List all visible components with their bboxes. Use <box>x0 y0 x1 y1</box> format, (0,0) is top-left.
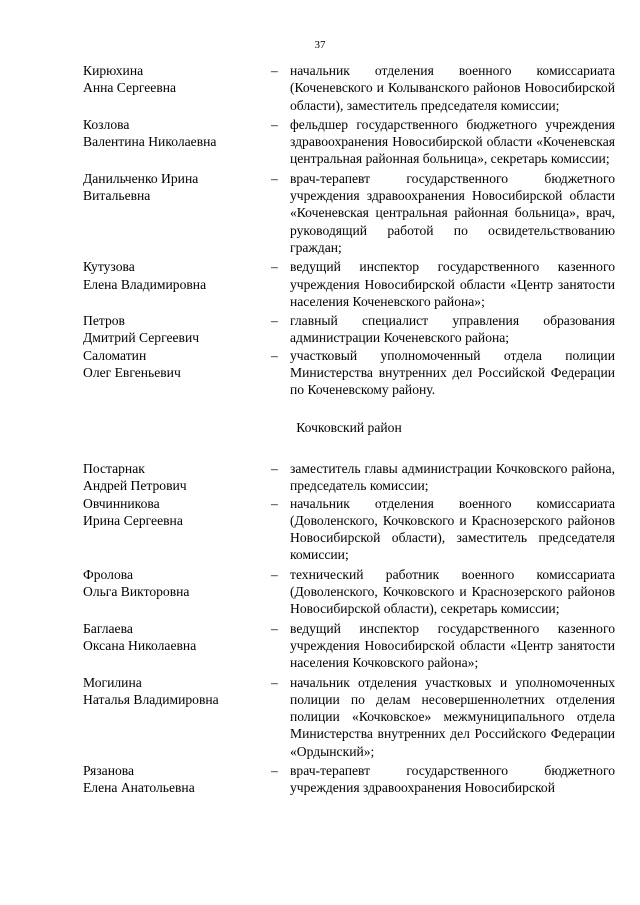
member-role: врач-терапевт государственного бюджетного учреждения здравоохранения Новосибирской <box>290 762 615 796</box>
member-given-names: Дмитрий Сергеевич <box>83 330 200 346</box>
member-role: участковый уполномоченный отдела полиции Министерства внутренних дел Российской Федерации по Коченевскому району. <box>290 347 615 398</box>
dash-separator: – <box>271 259 278 275</box>
member-name <box>83 258 271 293</box>
member-surname: Петров <box>83 313 125 329</box>
member-given-names: Анна Сергеевна <box>83 80 177 96</box>
member-name <box>83 312 271 347</box>
member-role: ведущий инспектор государственного казенного учреждения Новосибирской области «Центр занятости населения Кочковского района»; <box>290 620 615 671</box>
commission-list <box>83 62 615 797</box>
member-surname: Постарнак <box>83 460 145 476</box>
member-given-names: Витальевна <box>83 188 151 204</box>
member-name <box>83 170 271 205</box>
member-given-names: Ирина Сергеевна <box>83 512 183 528</box>
member-given-names: Наталья Владимировна <box>83 691 219 707</box>
dash-separator: – <box>271 495 278 511</box>
member-entry <box>83 312 615 347</box>
member-surname: Могилина <box>83 674 142 690</box>
member-entry <box>83 460 615 495</box>
member-entry <box>83 258 615 310</box>
member-role: главный специалист управления образования администрации Коченевского района; <box>290 313 615 346</box>
member-name <box>83 495 271 530</box>
dash-separator: – <box>271 566 278 582</box>
member-surname: Козлова <box>83 116 130 132</box>
page-number: 37 <box>314 39 326 51</box>
member-given-names: Елена Владимировна <box>83 276 207 292</box>
member-surname: Саломатин <box>83 347 147 363</box>
member-entry <box>83 347 615 399</box>
section-title-district: Кочковский район <box>296 419 402 435</box>
member-role: фельдшер государственного бюджетного учреждения здравоохранения Новосибирской области «Коченевская центральная районная больница», секретарь комиссии; <box>290 116 615 167</box>
dash-separator: – <box>271 620 278 636</box>
member-role: начальник отделения военного комиссариата (Доволенского, Кочковского и Краснозерского районов Новосибирской области), заместитель председателя комиссии; <box>290 495 615 563</box>
member-entry <box>83 170 615 256</box>
member-given-names: Оксана Николаевна <box>83 637 197 653</box>
member-surname: Баглаева <box>83 620 133 636</box>
member-name <box>83 116 271 151</box>
member-name <box>83 674 271 709</box>
dash-separator: – <box>271 762 278 778</box>
member-role: ведущий инспектор государственного казенного учреждения Новосибирской области «Центр занятости населения Коченевского района»; <box>290 259 615 309</box>
member-name <box>83 566 271 601</box>
member-name <box>83 762 271 797</box>
dash-separator: – <box>271 460 278 476</box>
member-surname: Овчинникова <box>83 495 160 511</box>
member-given-names: Ольга Викторовна <box>83 584 190 600</box>
member-entry <box>83 674 615 760</box>
member-entry <box>83 620 615 672</box>
member-role: врач-терапевт государственного бюджетного учреждения здравоохранения Новосибирской области «Коченевская центральная районная больница», врач, руководящий работой по освидетельствованию граждан; <box>290 170 615 255</box>
member-entry <box>83 566 615 618</box>
member-given-names: Андрей Петрович <box>83 478 187 494</box>
member-role: заместитель главы администрации Кочковского района, председатель комиссии; <box>290 460 615 494</box>
dash-separator: – <box>271 313 278 329</box>
member-surname: Фролова <box>83 566 134 582</box>
member-surname: Данильченко Ирина <box>83 170 199 186</box>
member-role: начальник отделения военного комиссариата (Коченевского и Колыванского районов Новосибирской области), заместитель председателя комиссии; <box>290 63 615 113</box>
dash-separator: – <box>271 170 278 186</box>
member-surname: Кирюхина <box>83 63 144 78</box>
member-entry <box>83 116 615 168</box>
member-entry <box>83 62 615 114</box>
member-entry <box>83 495 615 564</box>
member-name <box>83 620 271 655</box>
member-given-names: Елена Анатольевна <box>83 780 195 796</box>
member-entry <box>83 762 615 797</box>
dash-separator: – <box>271 674 278 690</box>
dash-separator: – <box>271 116 278 132</box>
member-name <box>83 62 271 97</box>
member-role: начальник отделения участковых и уполномоченных полиции по делам несовершеннолетних отделения полиции «Кочковское» межмуниципального отдела Министерства внутренних дел Российского Федерации «Ордынский»; <box>290 674 615 759</box>
member-role: технический работник военного комиссариата (Доволенского, Кочковского и Краснозерского районов Новосибирской области), секретарь комиссии; <box>290 566 615 617</box>
member-name <box>83 460 271 495</box>
member-given-names: Олег Евгеньевич <box>83 365 181 381</box>
member-name <box>83 347 271 382</box>
dash-separator: – <box>271 63 278 78</box>
member-given-names: Валентина Николаевна <box>83 134 217 150</box>
member-surname: Кутузова <box>83 259 135 275</box>
member-surname: Рязанова <box>83 762 135 778</box>
dash-separator: – <box>271 347 278 363</box>
